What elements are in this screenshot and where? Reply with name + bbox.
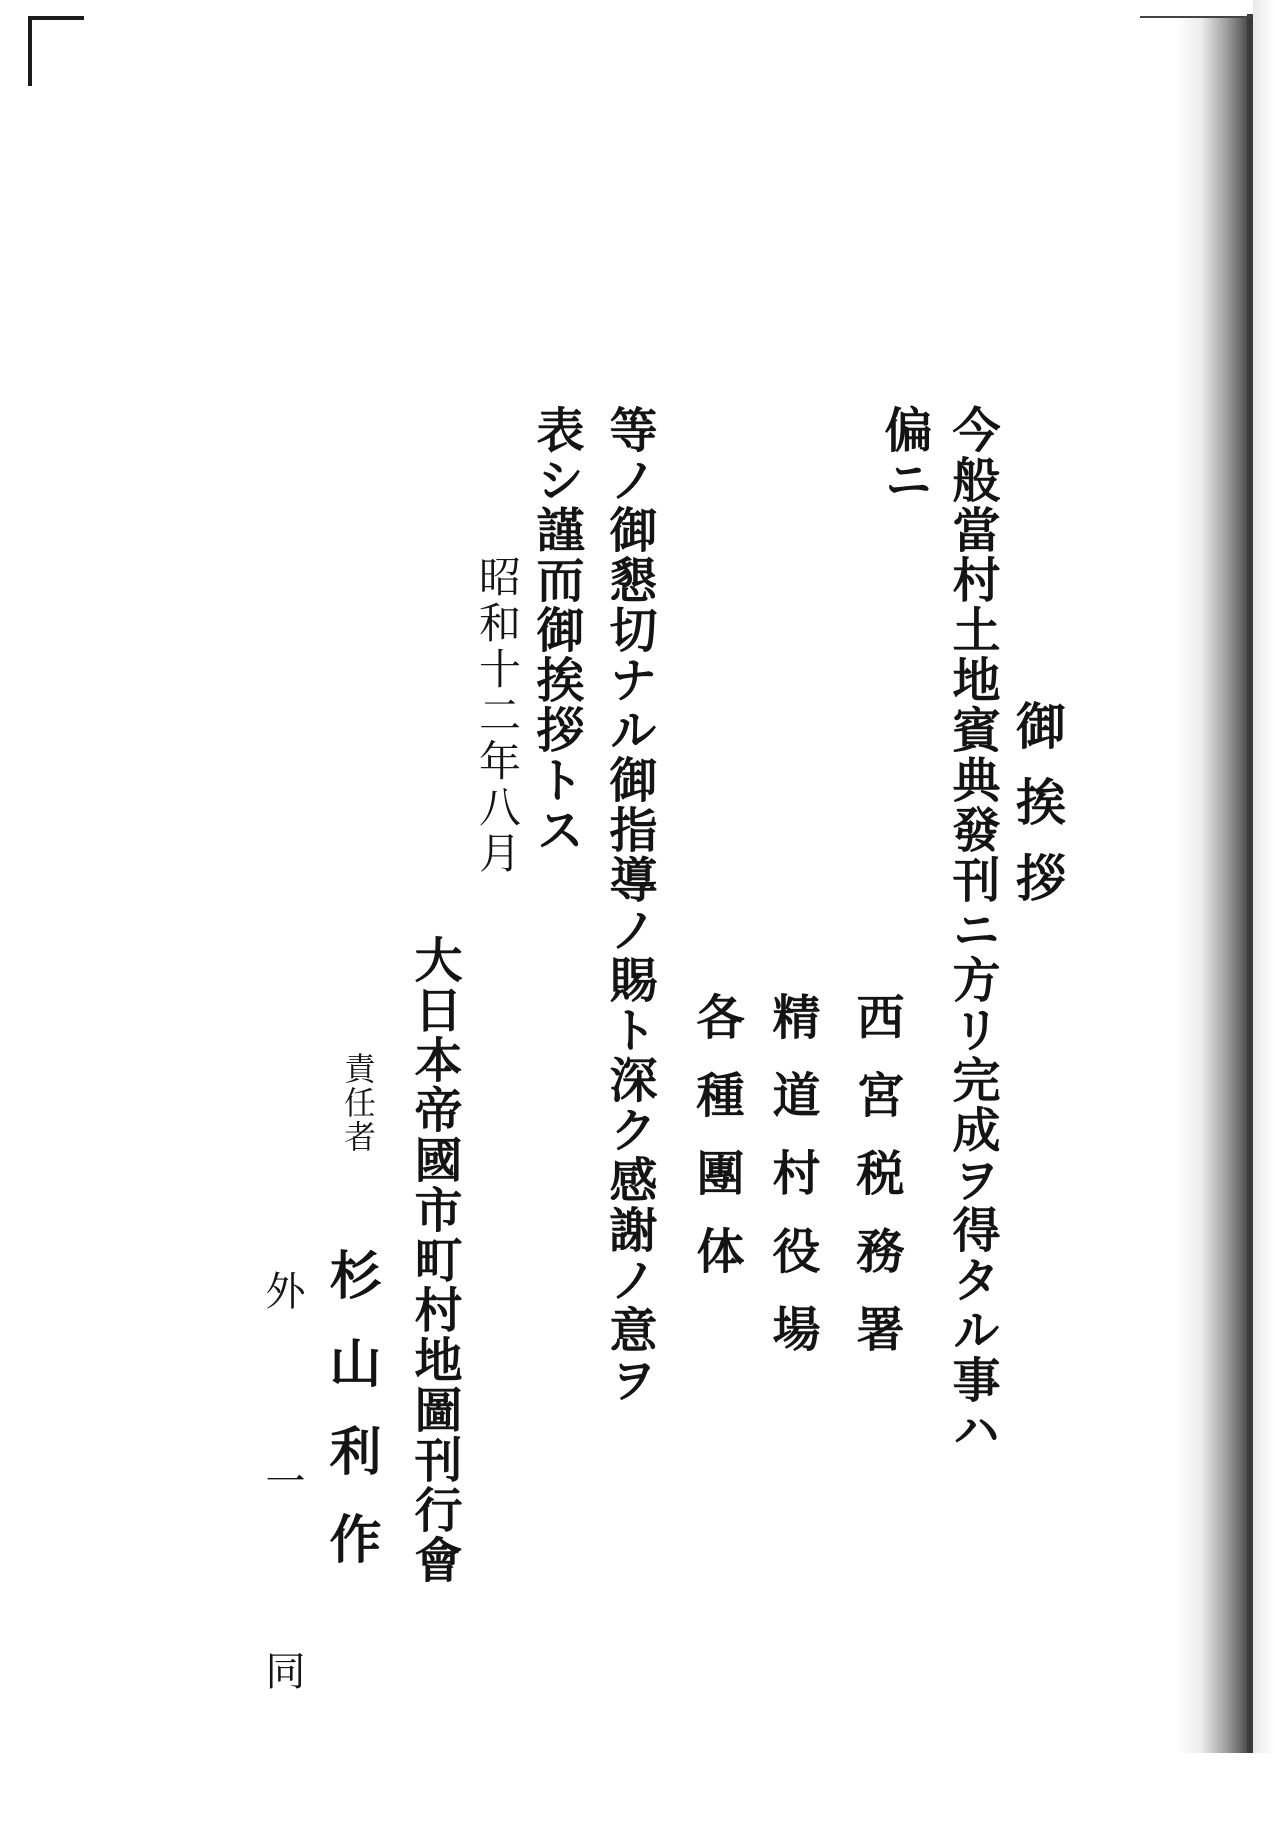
- top-border-line: [1140, 16, 1251, 18]
- document-date: 昭和十二年八月: [473, 555, 522, 877]
- addressee-village-office: 精道村役場: [764, 992, 820, 1382]
- page-edge-line: [1247, 14, 1253, 1753]
- body-line-4: 表シ謹而御挨拶トス: [528, 405, 584, 855]
- corner-mark-horizontal: [28, 16, 84, 20]
- addressee-organizations: 各種團体: [688, 992, 744, 1304]
- responsible-person-name: 杉山利作: [320, 1248, 381, 1600]
- body-line-3: 等ノ御懇切ナル御指導ノ賜ト深ク感謝ノ意ヲ: [601, 405, 657, 1405]
- body-line-1: 今般當村土地賓典發刊ニ方リ完成ヲ得タル事ハ: [944, 405, 1000, 1455]
- document-title: 御挨拶: [1008, 700, 1067, 928]
- issuing-organization: 大日本帝國市町村地圖刊行會: [406, 935, 462, 1585]
- binding-shadow: [1177, 18, 1247, 1753]
- corner-mark-vertical: [28, 16, 32, 86]
- page-edge: [1253, 0, 1275, 1753]
- others-signature: 外一同: [259, 1270, 305, 1840]
- addressee-tax-office: 西宮税務署: [848, 992, 904, 1382]
- body-line-2: 偏ニ: [876, 405, 932, 505]
- responsible-role-label: 責任者: [339, 1052, 377, 1154]
